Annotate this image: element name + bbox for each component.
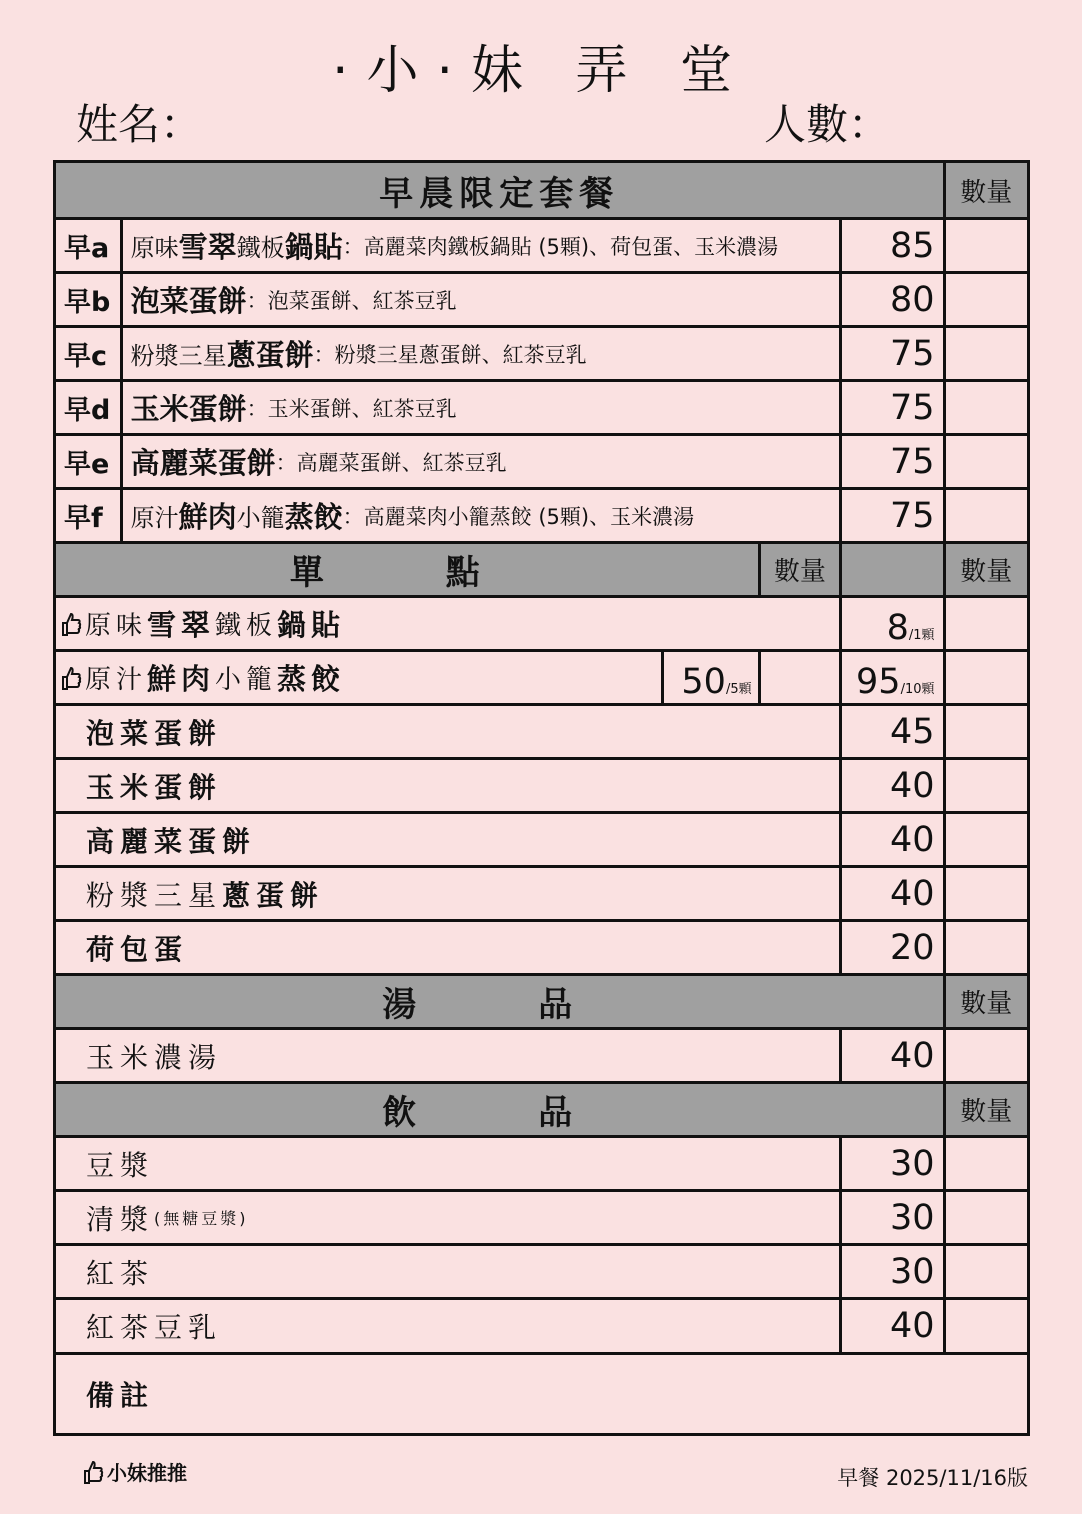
item-name: 玉米蛋餅 [56, 760, 842, 811]
set-description [123, 328, 842, 379]
set-code: 早d [56, 382, 123, 433]
set-contents: ：高麗菜肉鐵板鍋貼 (5顆)、荷包蛋、玉米濃湯 [342, 234, 779, 259]
item-row [56, 922, 1027, 976]
set-code: 早c [56, 328, 123, 379]
qty-header: 數量 [960, 557, 1013, 587]
qty-input[interactable] [946, 598, 1027, 649]
dumpling-price-small [664, 652, 760, 703]
qty-input[interactable] [946, 1246, 1027, 1297]
set-name-bold: 泡菜蛋餅 [130, 284, 247, 318]
item-row [56, 1246, 1027, 1300]
set-code: 早b [56, 274, 123, 325]
name-part: 原味 [85, 611, 148, 641]
item-price: 30 [842, 1192, 945, 1243]
set-contents: ：粉漿三星蔥蛋餅、紅茶豆乳 [313, 342, 587, 367]
set-row-a [56, 220, 1027, 274]
qty-input[interactable] [946, 328, 1027, 379]
dumpling-name [56, 652, 664, 703]
name-bold: 鮮肉 [147, 662, 216, 696]
set-name-part: 粉漿三星 [130, 342, 227, 370]
set-price: 75 [842, 436, 945, 487]
price-unit: /1顆 [908, 628, 935, 643]
set-row-e [56, 436, 1027, 490]
set-description [123, 436, 842, 487]
potsticker-name [56, 598, 842, 649]
a-la-carte-header [56, 544, 1027, 598]
soup-title: 湯 品 [56, 976, 946, 1027]
name-bold: 蔥蛋餅 [222, 878, 325, 912]
qty-input-small[interactable] [761, 652, 843, 703]
drinks-header [56, 1084, 1027, 1138]
name-part: 原汁 [85, 665, 148, 695]
set-name-part: 原味 [130, 234, 179, 262]
qty-input[interactable] [946, 490, 1027, 541]
set-contents: ：泡菜蛋餅、紅茶豆乳 [246, 288, 457, 313]
name-part: 鐵板 [215, 611, 278, 641]
name-label: 姓名： [76, 100, 203, 149]
qty-input[interactable] [946, 868, 1027, 919]
item-row [56, 706, 1027, 760]
item-row [56, 868, 1027, 922]
a-la-carte-title: 單 點 [56, 544, 761, 595]
qty-input[interactable] [946, 436, 1027, 487]
set-price: 75 [842, 382, 945, 433]
set-row-d [56, 382, 1027, 436]
set-name-bold: 雪翠 [178, 230, 237, 264]
thumbs-up-icon [60, 665, 82, 691]
name-part: 小籠 [215, 665, 278, 695]
set-row-c [56, 328, 1027, 382]
price-value: 95 [856, 662, 901, 702]
item-price: 20 [842, 922, 945, 973]
set-name-part: 原汁 [130, 504, 179, 532]
item-row [56, 814, 1027, 868]
qty-header: 數量 [960, 1097, 1013, 1127]
qty-input[interactable] [946, 1030, 1027, 1081]
item-price: 40 [842, 1300, 945, 1352]
set-row-f [56, 490, 1027, 544]
price-value: 8 [886, 608, 909, 648]
set-name-part: 小籠 [236, 504, 285, 532]
set-name-part: 鐵板 [236, 234, 285, 262]
qty-header: 數量 [960, 989, 1013, 1019]
set-name-bold: 玉米蛋餅 [130, 392, 247, 426]
name-part: 粉漿三星 [86, 878, 223, 912]
item-name: 泡菜蛋餅 [56, 706, 842, 757]
dumpling-row [56, 652, 1027, 706]
set-price: 85 [842, 220, 945, 271]
price-unit: /5顆 [725, 682, 752, 697]
name-bold: 蒸餃 [277, 662, 346, 696]
header-spacer [842, 544, 945, 595]
shop-title: ·小·妹 弄 堂 [331, 41, 751, 101]
qty-input[interactable] [946, 220, 1027, 271]
qty-input[interactable] [946, 1300, 1027, 1352]
set-name-bold: 蒸餃 [284, 500, 343, 534]
version-label: 早餐 2025/11/16版 [837, 1466, 1028, 1490]
set-row-b [56, 274, 1027, 328]
potsticker-row [56, 598, 1027, 652]
item-name: 紅茶 [56, 1246, 842, 1297]
item-price: 45 [842, 706, 945, 757]
thumbs-up-icon [82, 1459, 104, 1485]
set-price: 75 [842, 490, 945, 541]
item-name: 紅茶豆乳 [56, 1300, 842, 1352]
people-count-label: 人數： [764, 100, 891, 149]
breakfast-set-title: 早晨限定套餐 [56, 163, 946, 217]
item-row [56, 1030, 1027, 1084]
qty-input[interactable] [946, 1192, 1027, 1243]
qty-input[interactable] [946, 274, 1027, 325]
set-name-bold: 高麗菜蛋餅 [130, 446, 276, 480]
memo-field[interactable]: 備註 [86, 1379, 155, 1412]
item-name: 荷包蛋 [56, 922, 842, 973]
name-bold: 雪翠 [147, 608, 216, 642]
name-bold: 鍋貼 [277, 608, 346, 642]
thumbs-up-icon [60, 611, 82, 637]
item-name: 豆漿 [56, 1138, 842, 1189]
item-note: (無糖豆漿) [154, 1209, 249, 1228]
set-description [123, 382, 842, 433]
item-row [56, 1192, 1027, 1246]
item-price: 30 [842, 1138, 945, 1189]
set-name-bold: 鍋貼 [284, 230, 343, 264]
item-name [56, 1192, 842, 1243]
item-name: 高麗菜蛋餅 [56, 814, 842, 865]
order-sheet [53, 160, 1030, 1436]
drinks-title: 飲 品 [56, 1084, 946, 1135]
qty-input[interactable] [946, 652, 1027, 703]
qty-input[interactable] [946, 1138, 1027, 1189]
set-description [123, 220, 842, 271]
qty-input[interactable] [946, 814, 1027, 865]
soup-header [56, 976, 1027, 1030]
item-price: 40 [842, 814, 945, 865]
breakfast-set-header [56, 163, 1027, 220]
item-row [56, 1138, 1027, 1192]
potsticker-price [842, 598, 945, 649]
item-name: 玉米濃湯 [56, 1030, 842, 1081]
brand-text: 小妹推推 [107, 1461, 187, 1485]
set-contents: ：高麗菜蛋餅、紅茶豆乳 [275, 450, 507, 475]
dumpling-price-large [842, 652, 945, 703]
qty-input[interactable] [946, 760, 1027, 811]
set-price: 75 [842, 328, 945, 379]
item-row [56, 760, 1027, 814]
qty-header: 數量 [960, 177, 1013, 208]
set-description [123, 274, 842, 325]
price-value: 50 [681, 662, 726, 702]
item-price: 30 [842, 1246, 945, 1297]
set-contents: ：玉米蛋餅、紅茶豆乳 [246, 396, 457, 421]
set-name-bold: 蔥蛋餅 [226, 338, 314, 372]
set-price: 80 [842, 274, 945, 325]
footer-brand [82, 1457, 187, 1486]
item-row [56, 1300, 1027, 1355]
price-unit: /10顆 [900, 682, 935, 697]
set-name-bold: 鮮肉 [178, 500, 237, 534]
name-part: 清漿 [86, 1202, 155, 1236]
qty-input[interactable] [946, 382, 1027, 433]
set-contents: ：高麗菜肉小籠蒸餃 (5顆)、玉米濃湯 [342, 504, 695, 529]
set-code: 早e [56, 436, 123, 487]
item-name [56, 868, 842, 919]
qty-input[interactable] [946, 706, 1027, 757]
set-code: 早a [56, 220, 123, 271]
qty-header: 數量 [761, 544, 843, 595]
item-price: 40 [842, 760, 945, 811]
set-code: 早f [56, 490, 123, 541]
qty-input[interactable] [946, 922, 1027, 973]
item-price: 40 [842, 868, 945, 919]
set-description [123, 490, 842, 541]
item-price: 40 [842, 1030, 945, 1081]
